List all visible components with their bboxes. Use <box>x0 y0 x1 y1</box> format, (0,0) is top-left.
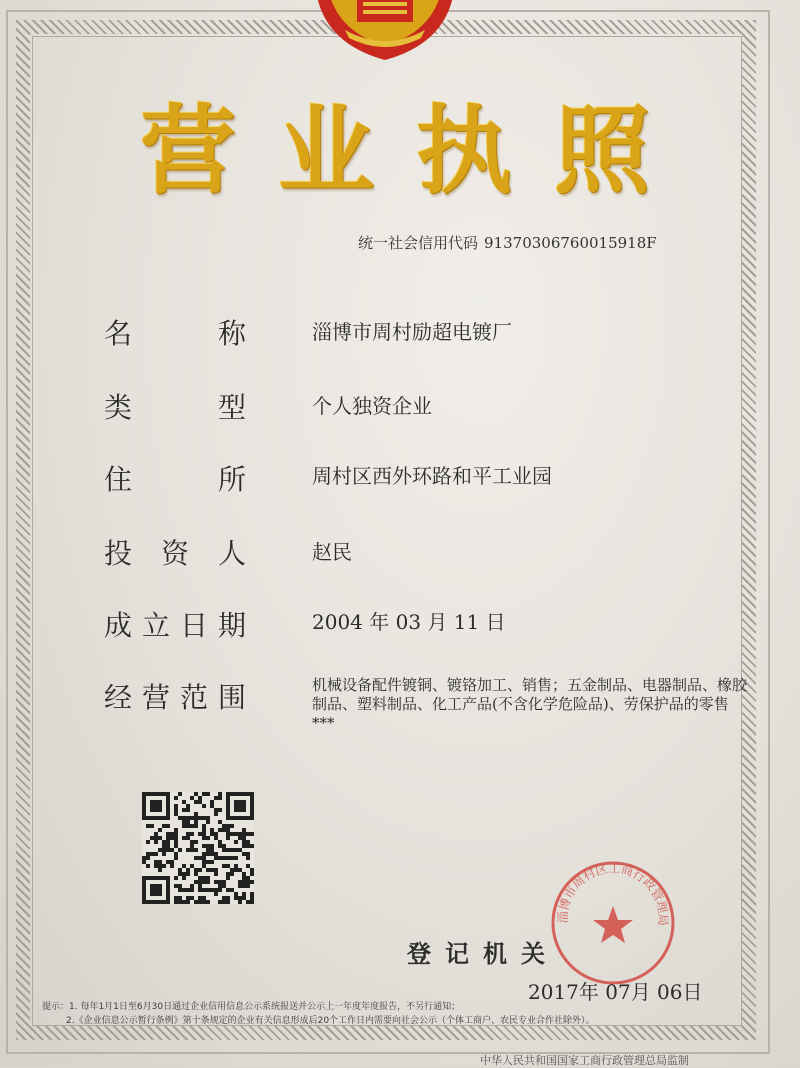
scope-line: 制品、塑料制品、化工产品(不含化学危险品)、劳保护品的零售 <box>312 695 729 713</box>
registration-authority-label: 登记机关 <box>407 940 559 968</box>
name-value: 淄博市周村励超电镀厂 <box>312 320 512 344</box>
scope-value <box>312 676 764 733</box>
title-char: 业 <box>278 95 374 207</box>
title-char: 照 <box>554 95 650 207</box>
address-label: 住 所 <box>104 463 246 496</box>
scope-label: 经 营 范 围 <box>104 681 246 714</box>
credit-code <box>358 232 657 253</box>
national-emblem-icon <box>305 0 465 62</box>
note-line: 提示：1. 每年1月1日至6月30日通过企业信用信息公示系统报送并公示上一年度年度报告，不另行通知； <box>42 1002 461 1012</box>
investor-label: 投 资 人 <box>104 537 246 570</box>
established-value: 2004 年 03 月 11 日 <box>312 610 506 634</box>
issue-date: 2017年 07月 06日 <box>528 980 703 1004</box>
type-label: 类 型 <box>104 391 246 424</box>
credit-code-label: 统一社会信用代码 <box>358 234 479 252</box>
title-char: 营 <box>140 95 236 207</box>
type-value: 个人独资企业 <box>312 394 432 418</box>
scope-line: 机械设备配件镀铜、镀铬加工、销售；五金制品、电器制品、橡胶 <box>312 676 748 694</box>
note-line: 2.《企业信息公示暂行条例》第十条规定的企业有关信息形成后20个工作日内需要向社会公示（个体工商户、农民专业合作社除外）。 <box>66 1016 595 1026</box>
svg-text:淄博市周村区工商行政管理局: 淄博市周村区工商行政管理局 <box>555 861 671 927</box>
notes <box>42 1000 742 1028</box>
established-label: 成 立 日 期 <box>104 609 246 642</box>
footer-text: 中华人民共和国国家工商行政管理总局监制 <box>480 1054 689 1067</box>
scope-line: *** <box>312 714 335 732</box>
license-title <box>140 96 650 206</box>
investor-value: 赵民 <box>312 540 352 564</box>
name-label: 名 称 <box>104 317 246 350</box>
qr-code[interactable] <box>142 792 254 904</box>
address-value: 周村区西外环路和平工业园 <box>312 464 552 488</box>
official-seal-icon <box>548 858 678 988</box>
title-char: 执 <box>416 95 512 207</box>
credit-code-value: 91370306760015918F <box>484 234 657 252</box>
